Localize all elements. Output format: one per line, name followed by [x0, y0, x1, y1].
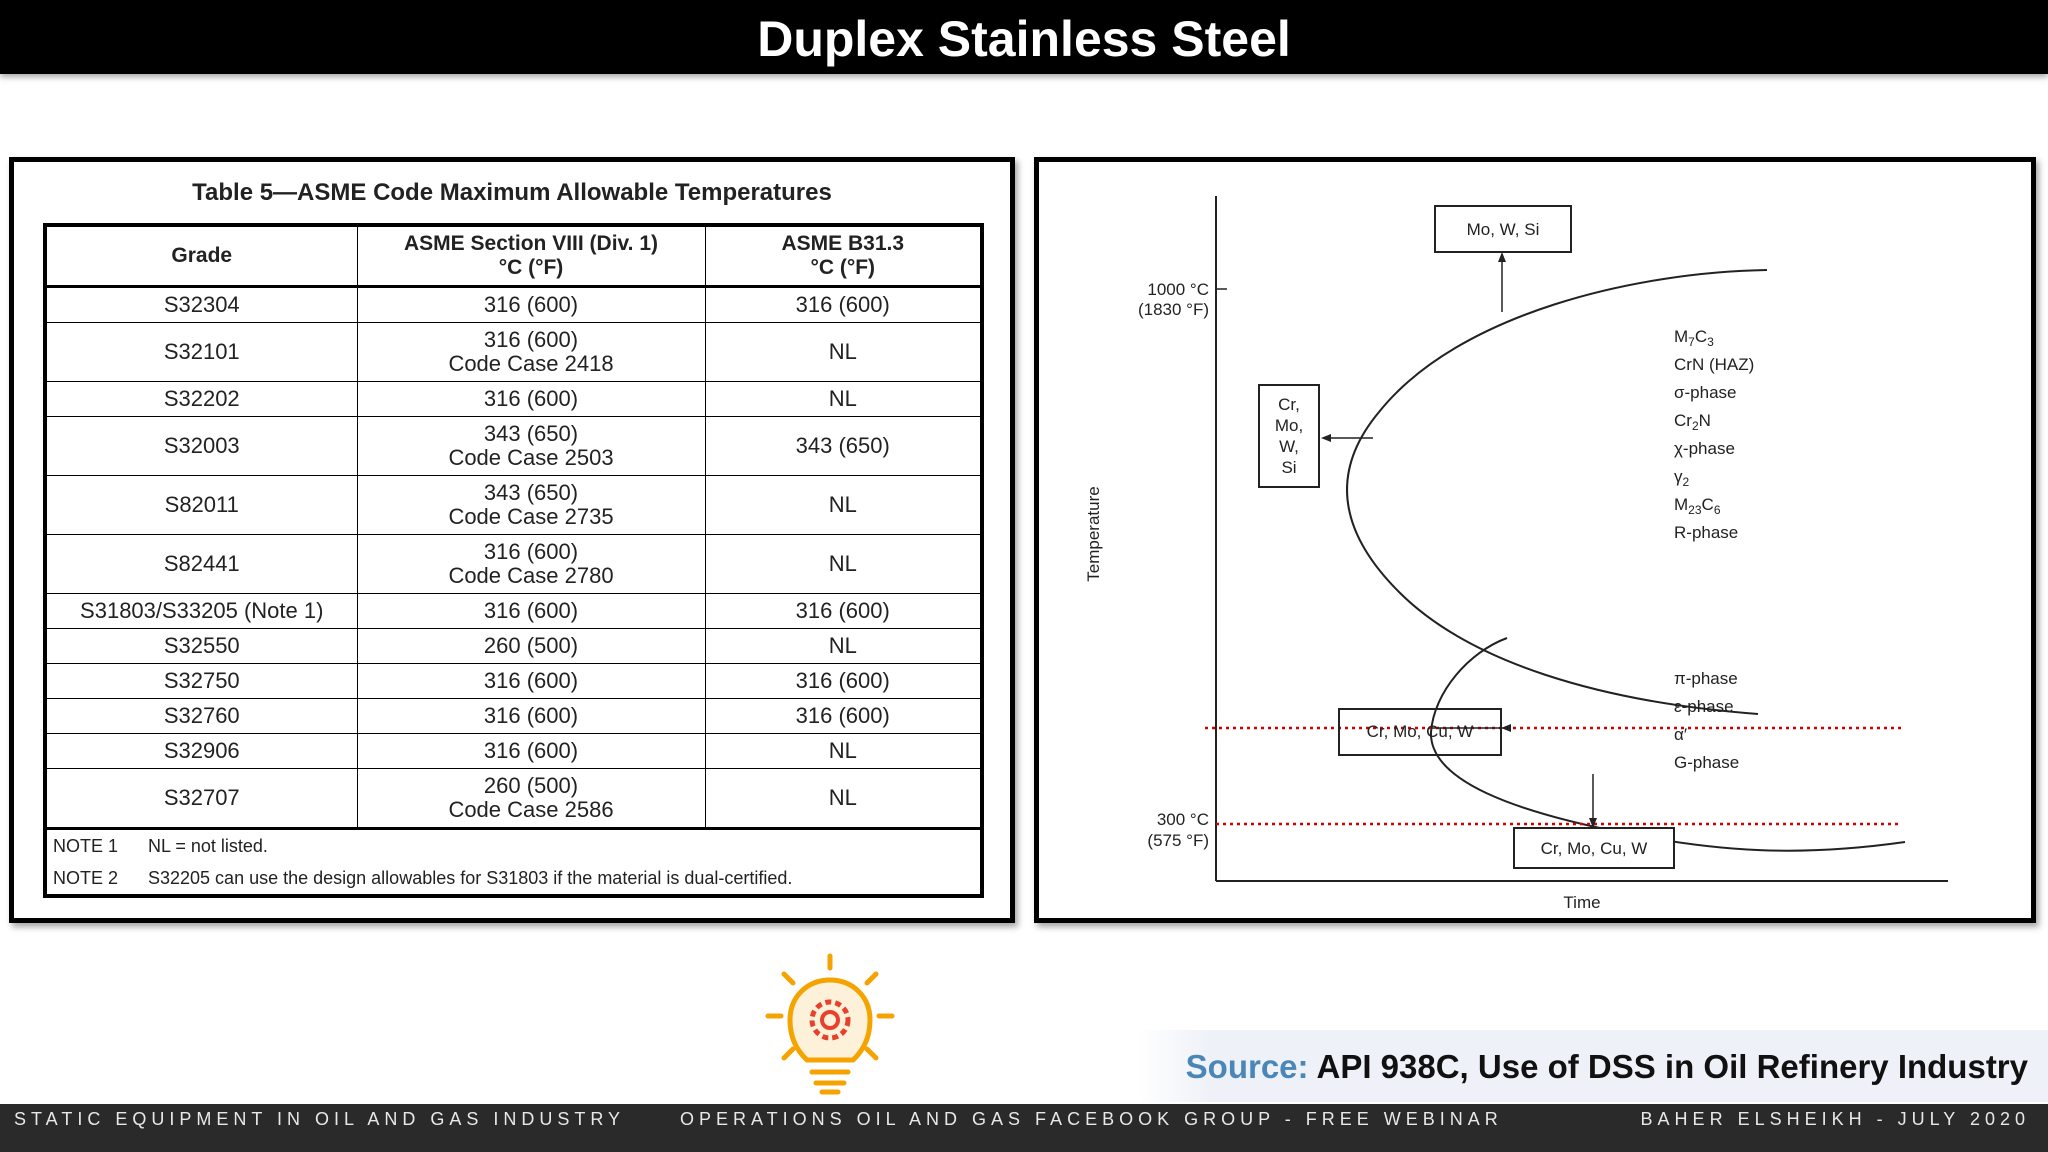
cell-b313: NL [705, 476, 982, 535]
arrow-left-head [1321, 434, 1331, 442]
source-value: API 938C, Use of DSS in Oil Refinery Industry [1316, 1048, 2028, 1085]
cell-sec8 [357, 664, 705, 699]
note-label: NOTE 1 [53, 836, 119, 856]
cell-sec8-code-case: Code Case 2418 [448, 351, 614, 376]
cell-grade: S32760 [45, 699, 357, 734]
box-bottom-label: Cr, Mo, Cu, W [1540, 839, 1648, 858]
cell-sec8 [357, 769, 705, 829]
phase-epsilon: ε-phase [1674, 697, 1734, 716]
precipitation-diagram-panel [1034, 157, 2036, 923]
cell-b313: NL [705, 535, 982, 594]
cell-grade: S32550 [45, 629, 357, 664]
table-row [45, 476, 982, 535]
y-axis-label: Temperature [1084, 486, 1103, 582]
column-header-b313: ASME B31.3 °C (°F) [705, 225, 982, 287]
cell-b313: NL [705, 323, 982, 382]
cell-sec8-code-case: Code Case 2735 [448, 504, 614, 529]
cell-sec8 [357, 287, 705, 323]
cell-sec8-value: 316 (600) [483, 327, 579, 352]
cell-sec8 [357, 699, 705, 734]
cell-sec8 [357, 629, 705, 664]
table-note-row [45, 829, 982, 863]
cell-sec8-value: 343 (650) [483, 421, 579, 446]
table-note-row [45, 862, 982, 896]
cell-sec8-value: 260 (500) [483, 633, 579, 658]
cell-b313: NL [705, 382, 982, 417]
cell-sec8 [357, 734, 705, 769]
source-label: Source: [1185, 1048, 1309, 1085]
cell-grade: S32101 [45, 323, 357, 382]
page-title: Duplex Stainless Steel [757, 11, 1291, 67]
asme-temperature-table [43, 223, 984, 898]
x-axis-label: Time [1563, 893, 1601, 912]
table-row [45, 769, 982, 829]
footer-left: STATIC EQUIPMENT IN OIL AND GAS INDUSTRY [14, 1109, 626, 1129]
box-top-label: Mo, W, Si [1466, 220, 1540, 239]
table-row [45, 664, 982, 699]
cell-grade: S32707 [45, 769, 357, 829]
lower-c-curve [1431, 638, 1905, 851]
arrow-mid-head [1501, 724, 1511, 732]
phase-gamma2: $\gamma_2$ [1674, 467, 1690, 489]
cell-b313: NL [705, 734, 982, 769]
cell-sec8-value: 316 (600) [483, 539, 579, 564]
cell-sec8-value: 316 (600) [483, 598, 579, 623]
cell-sec8-value: 316 (600) [483, 668, 579, 693]
footer-center: OPERATIONS OIL AND GAS FACEBOOK GROUP - FREE WEBINAR [680, 1109, 1503, 1129]
box-left-line: Mo, [1274, 416, 1304, 435]
phase-sigma: σ-phase [1674, 383, 1737, 402]
cell-b313: 316 (600) [705, 287, 982, 323]
phase-chi: χ-phase [1674, 439, 1735, 458]
cell-b313: NL [705, 769, 982, 829]
cell-grade: S32304 [45, 287, 357, 323]
tick-high-c: 1000 °C [1147, 280, 1209, 299]
note-text: S32205 can use the design allowables for S31803 if the material is dual-certified. [148, 868, 793, 888]
cell-grade: S82011 [45, 476, 357, 535]
cell-sec8-code-case: Code Case 2780 [448, 563, 614, 588]
table-row [45, 629, 982, 664]
cell-grade: S31803/S33205 (Note 1) [45, 594, 357, 629]
table-row [45, 699, 982, 734]
cell-sec8-value: 343 (650) [483, 480, 579, 505]
cell-sec8 [357, 417, 705, 476]
table-caption: Table 5—ASME Code Maximum Allowable Temperatures [192, 179, 832, 206]
tick-low-f: (575 °F) [1147, 831, 1209, 850]
cell-sec8-value: 316 (600) [483, 738, 579, 763]
cell-b313: 316 (600) [705, 699, 982, 734]
asme-table-panel [9, 157, 1015, 923]
precipitation-diagram [1039, 162, 2031, 918]
phase-g: G-phase [1674, 753, 1740, 772]
table-row [45, 323, 982, 382]
box-left-line: Cr, [1278, 395, 1300, 414]
table-body [45, 287, 982, 829]
phase-pi: π-phase [1674, 669, 1738, 688]
cell-sec8-value: 260 (500) [483, 773, 579, 798]
column-header-grade: Grade [45, 225, 357, 287]
table-row [45, 734, 982, 769]
phase-alpha-prime: α′ [1674, 725, 1688, 744]
cell-sec8-value: 316 (600) [483, 292, 579, 317]
phase-m23c6: $M_{23}C_6$ [1674, 495, 1721, 517]
table-row [45, 594, 982, 629]
cell-sec8-value: 316 (600) [483, 386, 579, 411]
box-mid-label: Cr, Mo, Cu, W [1366, 722, 1474, 741]
note-text: NL = not listed. [148, 836, 268, 856]
cell-sec8-value: 316 (600) [483, 703, 579, 728]
cell-sec8 [357, 476, 705, 535]
table-row [45, 417, 982, 476]
cell-b313: NL [705, 629, 982, 664]
cell-grade: S32906 [45, 734, 357, 769]
phase-m7c3: $M_7C_3$ [1674, 327, 1714, 349]
cell-grade: S32202 [45, 382, 357, 417]
cell-sec8 [357, 382, 705, 417]
box-left-line: W, [1279, 437, 1299, 456]
cell-b313: 316 (600) [705, 594, 982, 629]
lightbulb-gear-icon [762, 950, 898, 1096]
cell-b313: 343 (650) [705, 417, 982, 476]
cell-sec8-code-case: Code Case 2503 [448, 445, 614, 470]
cell-sec8 [357, 535, 705, 594]
table-row [45, 535, 982, 594]
column-header-sec8: ASME Section VIII (Div. 1) °C (°F) [357, 225, 705, 287]
cell-sec8-code-case: Code Case 2586 [448, 797, 614, 822]
source-banner [1138, 1030, 2048, 1102]
cell-sec8 [357, 594, 705, 629]
arrow-top-head [1498, 252, 1506, 262]
footer-right: BAHER ELSHEIKH - JULY 2020 [1640, 1109, 2030, 1129]
table-row [45, 287, 982, 323]
title-bar [0, 0, 2048, 74]
cell-grade: S32003 [45, 417, 357, 476]
cell-grade: S82441 [45, 535, 357, 594]
tick-high-f: (1830 °F) [1137, 300, 1209, 319]
phase-r: R-phase [1674, 523, 1739, 542]
table-row [45, 382, 982, 417]
cell-b313: 316 (600) [705, 664, 982, 699]
phase-cr2n: $Cr_2N$ [1674, 411, 1711, 433]
box-left-line: Si [1281, 458, 1297, 477]
phase-crn: CrN (HAZ) [1674, 355, 1755, 374]
cell-grade: S32750 [45, 664, 357, 699]
cell-sec8 [357, 323, 705, 382]
table-header-row [45, 225, 982, 287]
tick-low-c: 300 °C [1156, 810, 1209, 829]
note-label: NOTE 2 [53, 868, 119, 888]
footer-bar [0, 1104, 2048, 1152]
